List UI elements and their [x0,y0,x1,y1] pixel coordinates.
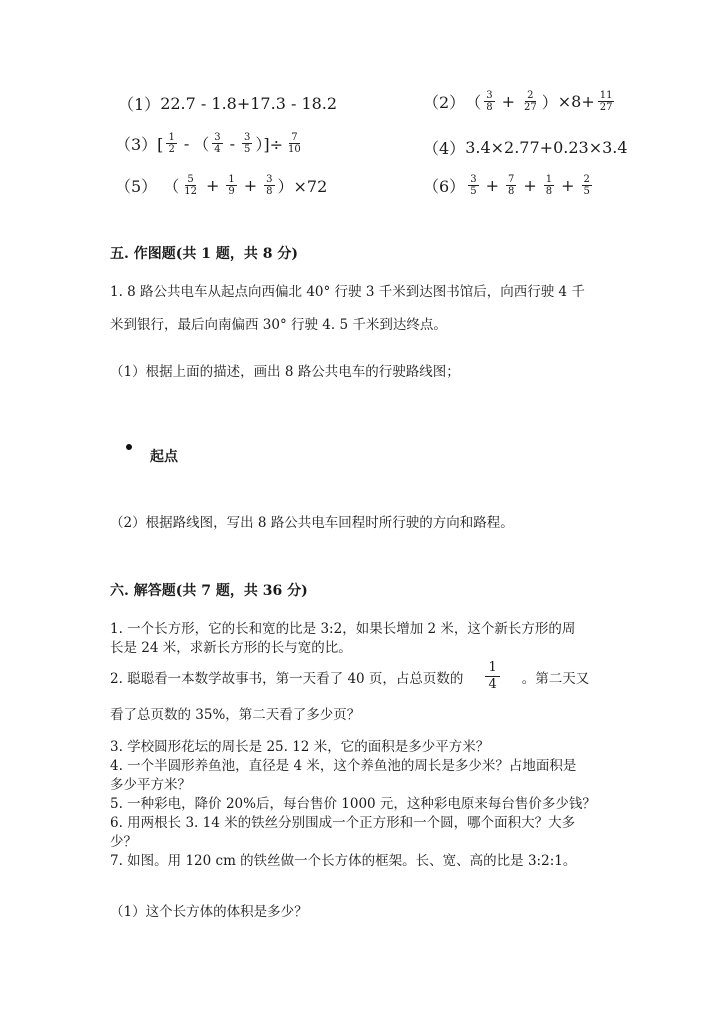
question-2-line [110,660,589,693]
operator: - [229,134,236,153]
paren: （ [193,135,210,154]
question-5: 5. 一种彩电，降价 20%后，每台售价 1000 元，这种彩电原来每台售价多少钱？ [110,796,596,812]
question-2-line: 看了总页数的 35%，第二天看了多少页？ [110,707,361,723]
fraction-denominator: 4 [488,677,497,692]
question-6-line: 6. 用两根长 3. 14 米的铁丝分别围成一个正方形和一个圆，哪个面积大？大多 [110,815,576,831]
operator: + [561,176,575,195]
operator: ×8+ [557,92,595,111]
operator: - [183,134,190,153]
problem-6 [423,174,595,197]
fraction: $\frac{3}{5}$ [470,174,477,197]
fraction-numerator: 1 [485,660,499,677]
section-5-subquestion-1: （1）根据上面的描述，画出 8 路公共电车的行驶路线图； [110,364,460,380]
section-5-heading: 五. 作图题(共 1 题，共 8 分) [110,246,298,262]
problem-2 [423,90,617,113]
start-point-dot [126,444,132,450]
fraction: $\frac{3}{5}$ [244,132,251,155]
question-4-line: 4. 一个半圆形养鱼池，直径是 4 米，这个养鱼池的周长是多少米？占地面积是 [110,758,577,774]
fraction: $\frac{2}{27}$ [523,90,537,113]
problem-6-label: （6） [423,177,466,196]
problem-3 [115,132,306,155]
paren: ）]÷ [255,135,284,154]
question-2-text: 2. 聪聪看一本数学故事书，第一天看了 40 页，占总页数的 [110,670,464,687]
problem-4 [423,136,628,159]
fraction: $\frac{11}{27}$ [599,90,613,113]
problem-4-label: （4） [423,139,466,158]
paren: （ [465,93,482,112]
fraction: $\frac{7}{8}$ [507,174,515,197]
question-7: 7. 如图。用 120 cm 的铁丝做一个长方体的框架。长、宽、高的比是 3:2:1。 [110,853,577,869]
problem-4-expr: 3.4×2.77+0.23×3.4 [465,138,628,157]
section-5-subquestion-2: （2）根据路线图，写出 8 路公共电车回程时所行驶的方向和路程。 [110,515,514,531]
section-5-question-line: 1. 8 路公共电车从起点向西偏北 40° 行驶 3 千米到达图书馆后，向西行驶 4 千 [110,284,585,300]
problem-5-label: （5） [115,177,158,196]
section-6-heading: 六. 解答题(共 7 题，共 36 分) [110,583,308,599]
fraction: $\frac{3}{8}$ [486,90,493,113]
paren: ） [541,93,558,112]
question-2-text: 。第二天又 [521,670,590,687]
question-7-subquestion-1: （1）这个长方体的体积是多少？ [110,904,308,920]
paren: （ [163,177,180,196]
fraction: $\frac{1}{2}$ [168,132,175,155]
fraction: $\frac{3}{8}$ [266,174,273,197]
question-4-line: 多少平方米？ [110,777,191,793]
problem-2-label: （2） [423,93,466,112]
question-2-fraction [485,660,499,693]
fraction: $\frac{1}{9}$ [228,174,235,197]
start-point-label: 起点 [150,449,178,465]
operator: + [243,176,258,195]
problem-3-label: （3）[ [115,135,164,154]
operator: + [205,176,220,195]
fraction: $\frac{7}{10}$ [288,132,301,155]
paren: ）×72 [277,177,328,196]
question-3: 3. 学校圆形花坛的周长是 25. 12 米，它的面积是多少平方米？ [110,739,490,755]
question-1-line: 1. 一个长方形，它的长和宽的比是 3:2，如果长增加 2 米，这个新长方形的周 [110,621,576,637]
fraction: $\frac{1}{8}$ [545,174,553,197]
fraction: $\frac{3}{4}$ [214,132,221,155]
question-6-line: 少？ [110,834,137,850]
section-5-question-line: 米到银行，最后向南偏西 30° 行驶 4. 5 千米到达终点。 [110,317,447,333]
operator: + [485,176,499,195]
problem-1 [118,92,337,115]
question-1-line: 长是 24 米，求新长方形的长与宽的比。 [110,640,352,656]
operator: + [523,176,537,195]
problem-5 [115,174,327,197]
fraction: $\frac{5}{12}$ [184,174,197,197]
problem-1-expr: 22.7 - 1.8+17.3 - 18.2 [160,94,338,113]
operator: + [501,92,515,111]
fraction: $\frac{2}{5}$ [583,174,590,197]
problem-1-label: （1） [118,95,161,114]
